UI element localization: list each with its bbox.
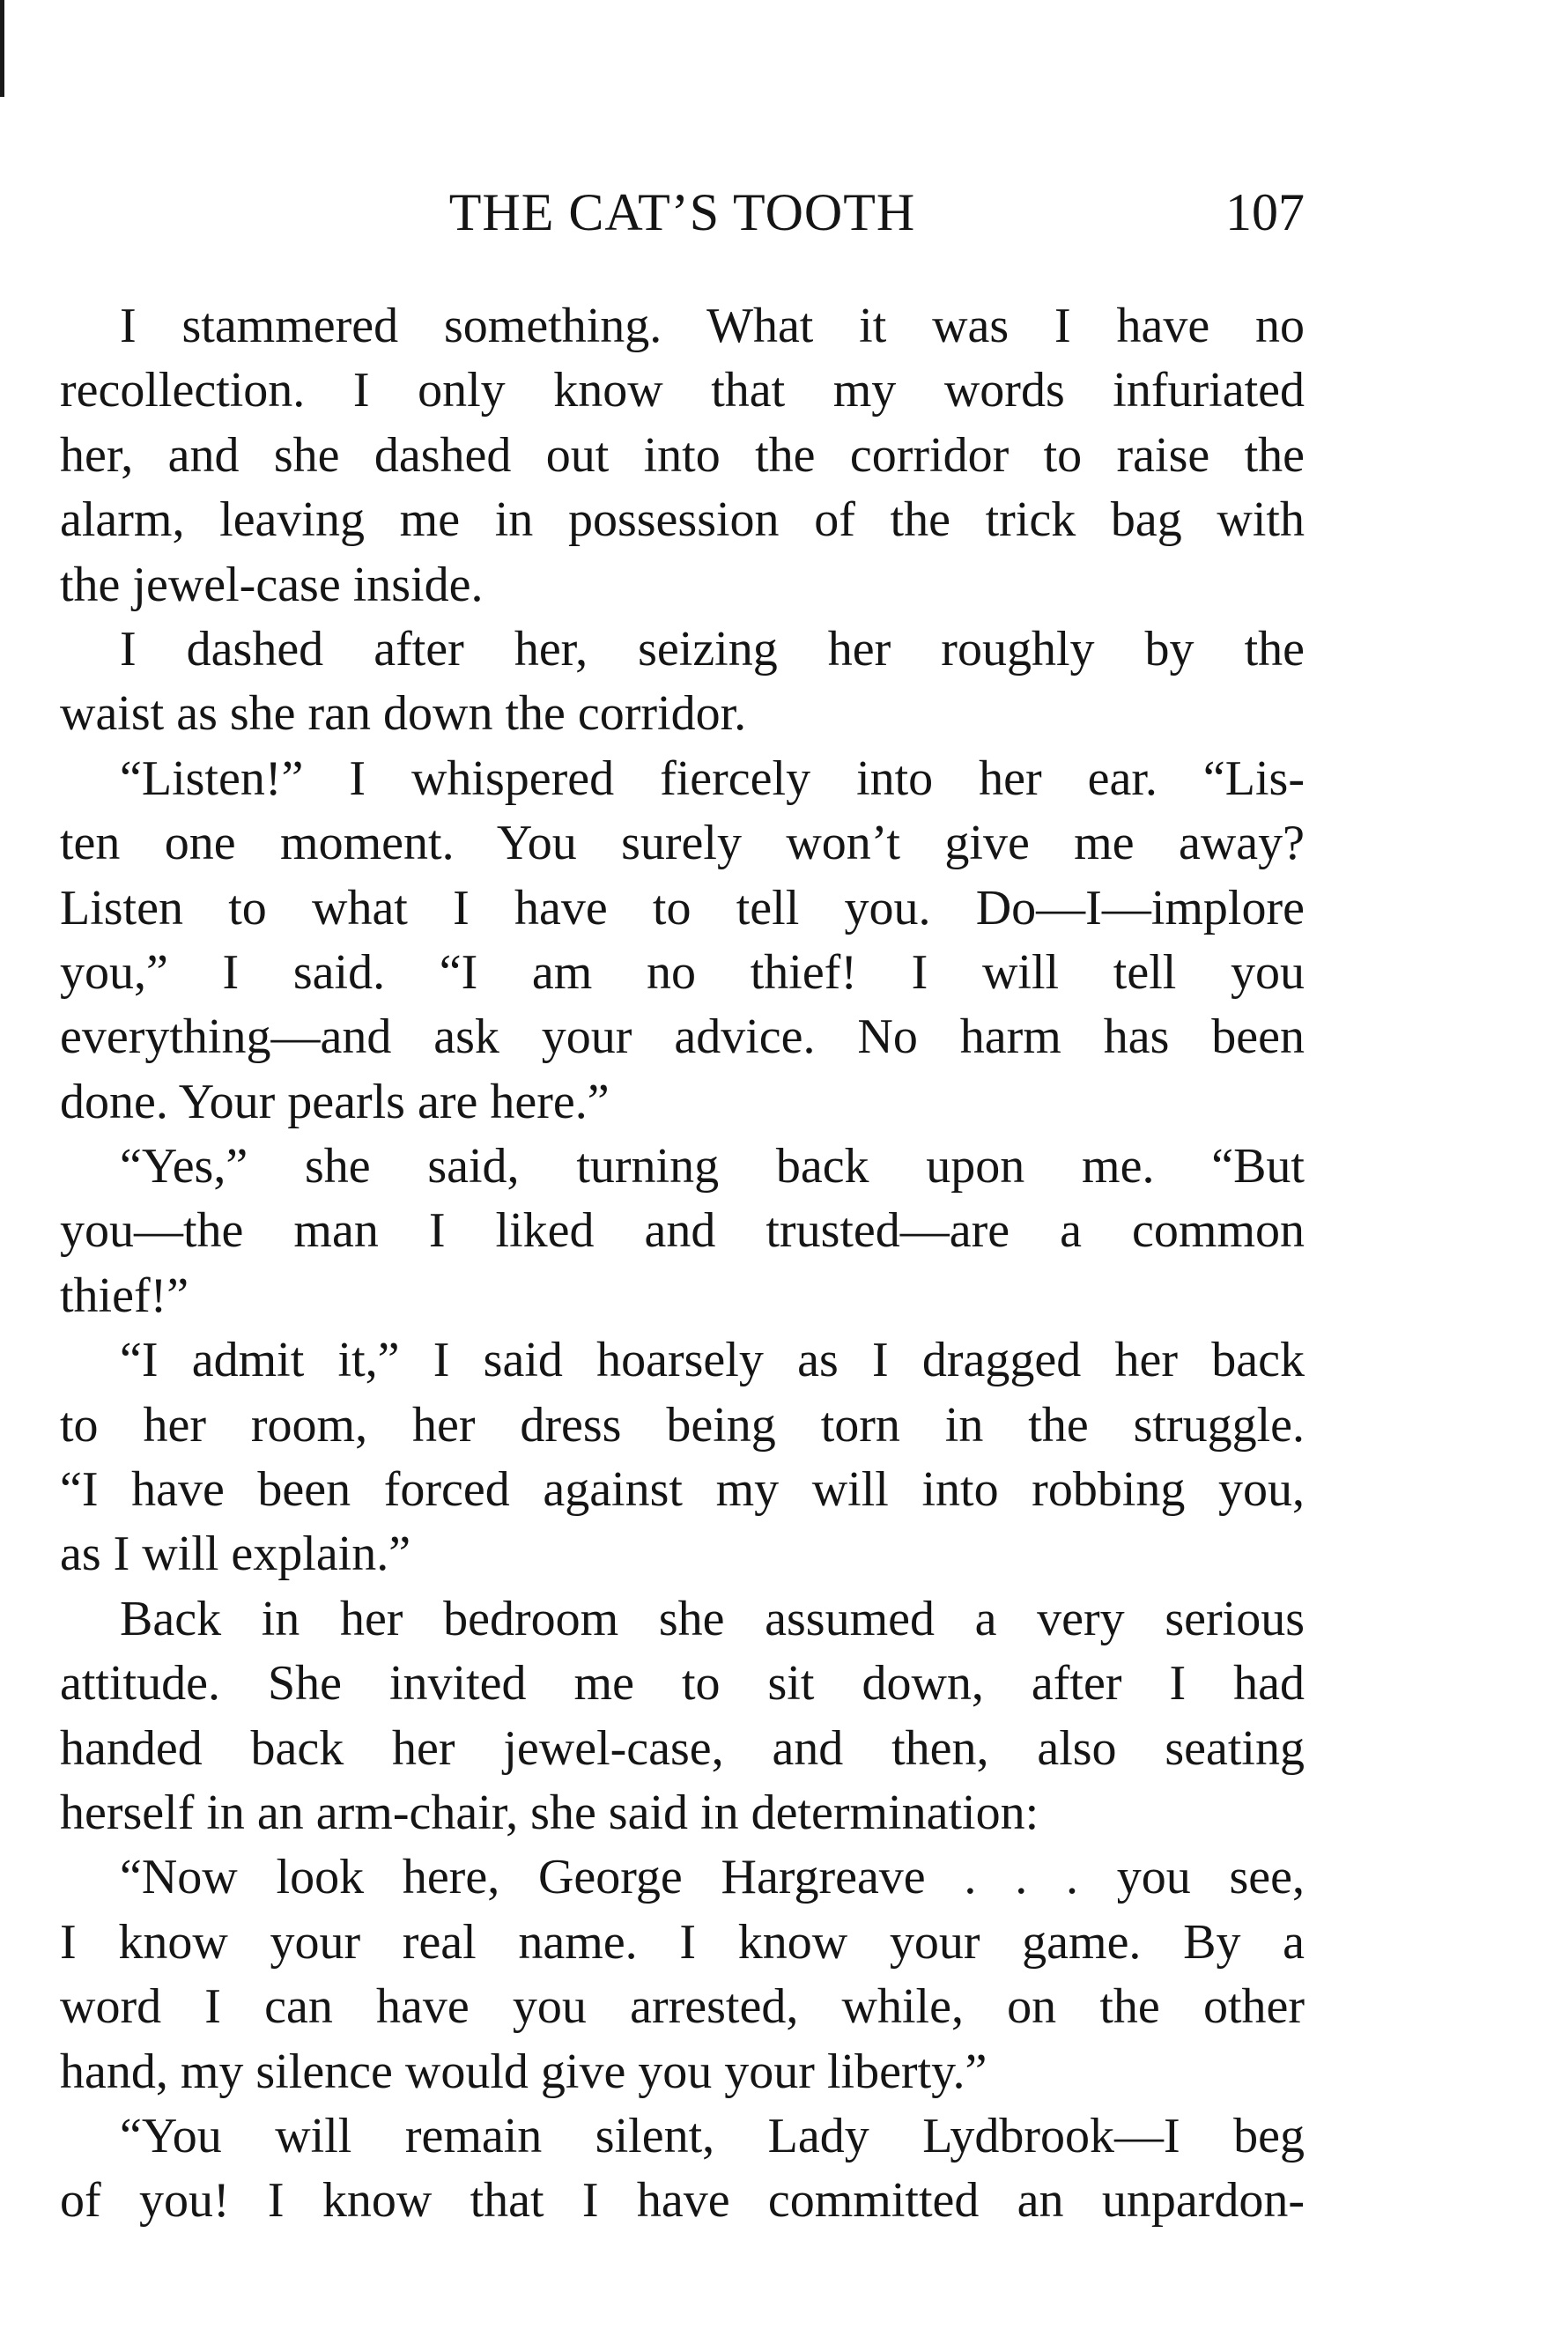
text-line: you—the man I liked and trusted—are a common bbox=[60, 1203, 1305, 1259]
text-line: done. Your pearls are here.” bbox=[60, 1074, 610, 1129]
text-line: ten one moment. You surely won’t give me away? bbox=[60, 816, 1305, 871]
text-line: thief!” bbox=[60, 1268, 189, 1323]
page-edge-mark bbox=[0, 0, 4, 97]
running-head bbox=[60, 181, 1305, 243]
text-line: I dashed after her, seizing her roughly by the bbox=[120, 621, 1305, 677]
text-line: alarm, leaving me in possession of the trick bag with bbox=[60, 492, 1305, 548]
running-head-title: THE CAT’S TOOTH bbox=[448, 183, 916, 241]
body-text bbox=[60, 294, 1305, 2234]
text-line: of you! I know that I have committed an unpardon- bbox=[60, 2173, 1305, 2229]
text-line: waist as she ran down the corridor. bbox=[60, 686, 747, 742]
text-line: I stammered something. What it was I have no bbox=[120, 299, 1305, 353]
text-line: recollection. I only know that my words infuriated bbox=[60, 363, 1305, 418]
text-line: her, and she dashed out into the corridor to raise the bbox=[60, 427, 1305, 483]
text-line: “I have been forced against my will into robbing you, bbox=[60, 1462, 1305, 1518]
text-line: “You will remain silent, Lady Lydbrook—I beg bbox=[120, 2108, 1305, 2163]
text-line: Listen to what I have to tell you. Do—I—implore bbox=[60, 880, 1305, 935]
text-line: to her room, her dress being torn in the struggle. bbox=[60, 1397, 1305, 1453]
text-line: “Listen!” I whispered fiercely into her ear. “Lis- bbox=[120, 750, 1305, 806]
text-line: Back in her bedroom she assumed a very serious bbox=[120, 1591, 1305, 1646]
text-line: handed back her jewel-case, and then, also seating bbox=[60, 1720, 1305, 1776]
text-line: you,” I said. “I am no thief! I will tell you bbox=[60, 944, 1305, 1000]
text-line: attitude. She invited me to sit down, after I had bbox=[60, 1656, 1305, 1712]
text-line: everything—and ask your advice. No harm has been bbox=[60, 1009, 1305, 1065]
text-line: the jewel-case inside. bbox=[60, 557, 484, 612]
text-line: I know your real name. I know your game. By a bbox=[60, 1914, 1305, 1970]
text-line: word I can have you arrested, while, on the other bbox=[60, 1979, 1305, 2035]
text-line: “Yes,” she said, turning back upon me. “But bbox=[120, 1139, 1305, 1194]
text-line: as I will explain.” bbox=[60, 1527, 411, 1582]
page-number: 107 bbox=[1225, 183, 1305, 241]
text-line: hand, my silence would give you your liberty.” bbox=[60, 2044, 987, 2099]
text-line: herself in an arm-chair, she said in determination: bbox=[60, 1785, 1039, 1840]
text-line: “Now look here, George Hargreave . . . you see, bbox=[120, 1850, 1305, 1905]
text-line: “I admit it,” I said hoarsely as I dragged her back bbox=[120, 1333, 1305, 1388]
